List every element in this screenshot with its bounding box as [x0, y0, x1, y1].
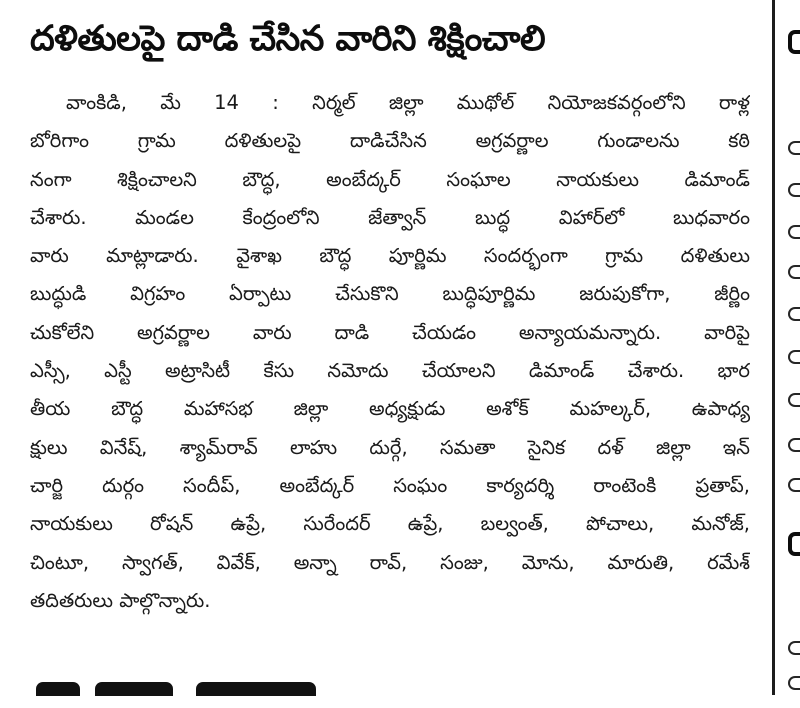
cropped-neighbor-glyph — [788, 641, 800, 655]
cropped-neighbor-column — [784, 0, 800, 695]
article-headline: దళితులపై దాడి చేసిన వారిని శిక్షించాలి — [30, 19, 546, 59]
article-body-line: బోరిగాం గ్రామ దళితులపై దాడిచేసిన అగ్రవర్ణాల గుండాలను కఠి — [30, 129, 750, 153]
article-body-line: వాంకిడి, మే 14 : నిర్మల్ జిల్లా ముథోల్ నియోజకవర్గంలోని రాళ్ల — [66, 91, 750, 114]
article-body-line: తీయ బౌద్ధ మహాసభ జిల్లా అధ్యక్షుడు అశోక్ మహల్కర్, ఉపాధ్య — [30, 397, 750, 421]
cropped-neighbor-glyph — [788, 183, 800, 197]
cropped-neighbor-glyph — [788, 438, 800, 452]
article-body-line: చింటూ, స్వాగత్, వివేక్, అన్నా రావ్, సంజు, మోను, మారుతి, రమేశ్ — [30, 550, 750, 574]
cropped-next-headline — [36, 668, 356, 708]
article-body-line: తదితరులు పాల్గొన్నారు. — [30, 588, 211, 612]
cropped-neighbor-glyph — [788, 265, 800, 279]
article-body-line: క్షులు వినేష్, శ్యామ్‌రావ్ లాహు దుర్గే, సమతా సైనిక దళ్ జిల్లా ఇన్ — [30, 435, 750, 459]
cropped-neighbor-glyph — [788, 225, 800, 239]
cropped-neighbor-glyph — [788, 676, 800, 690]
article-body-line: చుకోలేని అగ్రవర్ణాల వారు దాడి చేయడం అన్యాయమన్నారు. వారిపై — [30, 320, 750, 344]
article-body-line: చార్జి దుర్గం సందీప్, అంబేద్కర్ సంఘం కార్యదర్శి రాంటెంకి ప్రతాప్, — [30, 473, 750, 497]
cropped-neighbor-glyph — [788, 478, 800, 492]
cropped-headline-glyph — [36, 682, 80, 696]
cropped-headline-glyph — [95, 682, 173, 696]
article-body — [30, 84, 750, 620]
article-body-line: నంగా శిక్షించాలని బౌద్ధ, అంబేద్కర్ సంఘాల నాయకులు డిమాండ్ — [30, 167, 750, 191]
article-body-line: నాయకులు రోషన్ ఉప్రే, సురేందర్ ఉప్రే, బల్వంత్, పోచాలు, మనోజ్, — [30, 512, 750, 536]
article-body-line: ఎస్సీ, ఎస్టీ అట్రాసిటీ కేసు నమోదు చేయాలని డిమాండ్ చేశారు. భార — [30, 359, 750, 383]
cropped-neighbor-glyph — [788, 307, 800, 321]
cropped-neighbor-glyph — [788, 393, 800, 407]
cropped-neighbor-glyph — [788, 141, 800, 155]
article-body-line: బుద్ధుడి విగ్రహం ఏర్పాటు చేసుకొని బుద్ధిపూర్ణిమ జరుపుకోగా, జీర్ణిం — [30, 282, 750, 306]
column-divider — [772, 0, 775, 695]
article-body-line: వారు మాట్లాడారు. వైశాఖ బౌద్ధ పూర్ణిమ సందర్భంగా గ్రామ దళితులు — [30, 244, 750, 268]
cropped-headline-glyph — [196, 682, 316, 696]
cropped-neighbor-glyph — [788, 30, 800, 54]
cropped-neighbor-glyph — [788, 350, 800, 364]
news-article — [30, 0, 750, 695]
cropped-neighbor-glyph — [788, 532, 800, 556]
article-body-line: చేశారు. మండల కేంద్రంలోని జేత్వాన్ బుద్ధ విహార్‌లో బుధవారం — [30, 205, 750, 229]
